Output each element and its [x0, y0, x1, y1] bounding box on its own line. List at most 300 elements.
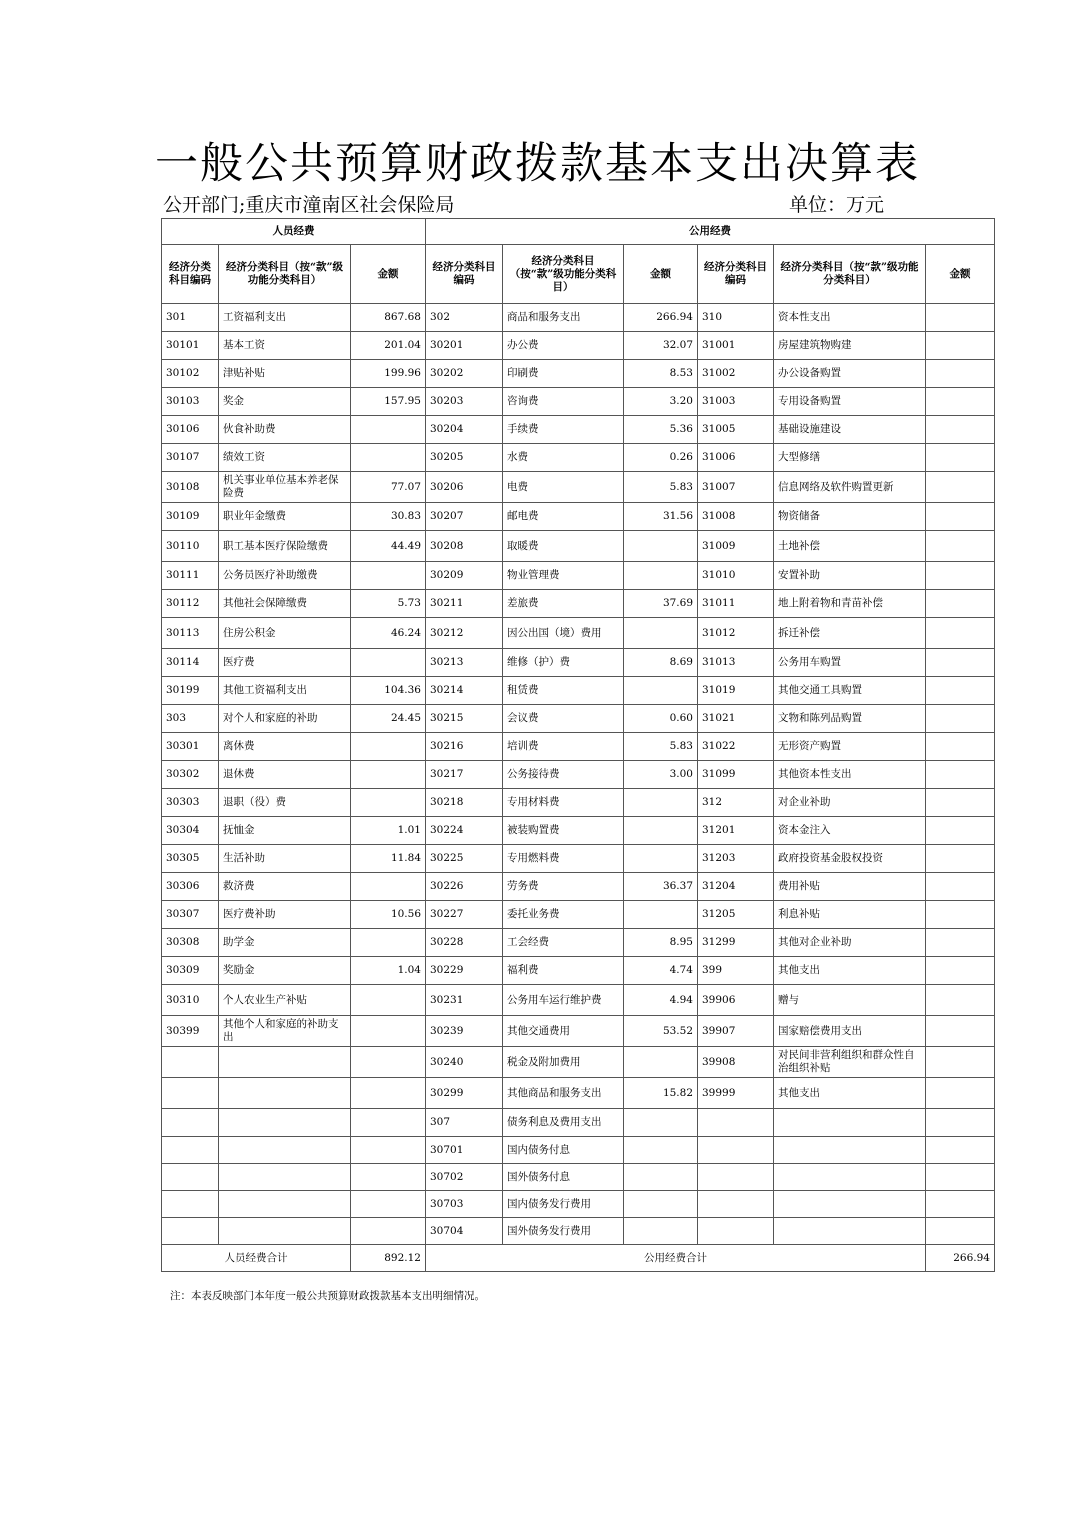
cell-public2-code: 31021 — [698, 705, 774, 733]
cell-public1-amount: 8.95 — [624, 929, 698, 957]
cell-public2-amount — [926, 789, 995, 817]
cell-public2-code: 39907 — [698, 1016, 774, 1047]
cell-public2-code: 39906 — [698, 985, 774, 1016]
cell-public1-code: 30229 — [426, 957, 503, 985]
footnote: 注：本表反映部门本年度一般公共预算财政拨款基本支出明细情况。 — [170, 1290, 485, 1302]
cell-public1-amount — [624, 789, 698, 817]
table-row — [162, 618, 995, 649]
cell-public1-name: 其他交通费用 — [503, 1016, 624, 1047]
cell-public1-code: 30701 — [426, 1137, 503, 1164]
cell-public2-code: 312 — [698, 789, 774, 817]
cell-public1-amount: 8.69 — [624, 649, 698, 677]
cell-personnel-amount — [351, 929, 426, 957]
personnel-total-label: 人员经费合计 — [162, 1245, 351, 1272]
cell-public2-code: 310 — [698, 304, 774, 332]
cell-personnel-amount: 157.95 — [351, 388, 426, 416]
cell-personnel-amount — [351, 733, 426, 761]
cell-personnel-code — [162, 1164, 219, 1191]
cell-public1-amount — [624, 1109, 698, 1137]
cell-personnel-amount: 1.01 — [351, 817, 426, 845]
table-row — [162, 388, 995, 416]
cell-personnel-code: 301 — [162, 304, 219, 332]
cell-public2-name: 利息补贴 — [774, 901, 926, 929]
cell-personnel-code: 30310 — [162, 985, 219, 1016]
cell-personnel-amount: 77.07 — [351, 472, 426, 503]
cell-personnel-name: 伙食补助费 — [219, 416, 351, 444]
cell-personnel-code: 30102 — [162, 360, 219, 388]
cell-personnel-code: 30309 — [162, 957, 219, 985]
cell-public2-name: 政府投资基金股权投资 — [774, 845, 926, 873]
cell-personnel-amount — [351, 1047, 426, 1078]
cell-public2-name: 大型修缮 — [774, 444, 926, 472]
cell-personnel-code: 30110 — [162, 531, 219, 562]
cell-public1-code: 30216 — [426, 733, 503, 761]
cell-public1-code: 30205 — [426, 444, 503, 472]
cell-personnel-code — [162, 1218, 219, 1245]
cell-public1-amount: 5.83 — [624, 733, 698, 761]
cell-public2-code: 31203 — [698, 845, 774, 873]
totals-row — [162, 1245, 995, 1272]
cell-public2-amount — [926, 1109, 995, 1137]
cell-personnel-code: 30308 — [162, 929, 219, 957]
cell-personnel-name: 公务员医疗补助缴费 — [219, 562, 351, 590]
unit-label: 单位：万元 — [789, 194, 885, 216]
cell-public2-name: 房屋建筑物购建 — [774, 332, 926, 360]
cell-personnel-name: 离休费 — [219, 733, 351, 761]
cell-public1-amount: 37.69 — [624, 590, 698, 618]
department-label: 公开部门;重庆市潼南区社会保险局 — [163, 194, 455, 216]
cell-personnel-name — [219, 1218, 351, 1245]
table-row — [162, 416, 995, 444]
cell-public2-code — [698, 1218, 774, 1245]
cell-personnel-code: 30109 — [162, 503, 219, 531]
cell-personnel-name — [219, 1109, 351, 1137]
cell-personnel-name — [219, 1191, 351, 1218]
cell-public1-amount — [624, 677, 698, 705]
cell-public1-amount — [624, 1218, 698, 1245]
cell-public2-code: 31201 — [698, 817, 774, 845]
cell-public2-code: 31012 — [698, 618, 774, 649]
cell-public1-code: 30239 — [426, 1016, 503, 1047]
cell-public1-code: 30218 — [426, 789, 503, 817]
cell-personnel-code: 30303 — [162, 789, 219, 817]
header-public1-code: 经济分类科目编码 — [426, 245, 503, 304]
cell-public2-amount — [926, 1078, 995, 1109]
cell-personnel-code: 30107 — [162, 444, 219, 472]
cell-public2-amount — [926, 705, 995, 733]
cell-personnel-code: 30305 — [162, 845, 219, 873]
cell-personnel-amount: 46.24 — [351, 618, 426, 649]
cell-public2-code — [698, 1109, 774, 1137]
cell-public1-code: 30206 — [426, 472, 503, 503]
cell-public2-amount — [926, 360, 995, 388]
cell-public1-amount: 0.26 — [624, 444, 698, 472]
cell-public2-name: 无形资产购置 — [774, 733, 926, 761]
cell-public2-amount — [926, 901, 995, 929]
cell-personnel-amount: 867.68 — [351, 304, 426, 332]
cell-personnel-amount — [351, 444, 426, 472]
cell-public2-code: 39908 — [698, 1047, 774, 1078]
cell-personnel-amount — [351, 1164, 426, 1191]
public-total-label: 公用经费合计 — [426, 1245, 926, 1272]
table-row — [162, 901, 995, 929]
cell-public1-name: 被装购置费 — [503, 817, 624, 845]
cell-personnel-name — [219, 1047, 351, 1078]
cell-public1-name: 税金及附加费用 — [503, 1047, 624, 1078]
cell-public2-name — [774, 1109, 926, 1137]
table-row — [162, 1047, 995, 1078]
cell-personnel-amount — [351, 416, 426, 444]
cell-personnel-amount: 30.83 — [351, 503, 426, 531]
cell-public1-amount — [624, 1191, 698, 1218]
cell-public2-name: 国家赔偿费用支出 — [774, 1016, 926, 1047]
cell-public2-code: 31010 — [698, 562, 774, 590]
cell-personnel-name: 医疗费 — [219, 649, 351, 677]
table-row — [162, 789, 995, 817]
table-row — [162, 1016, 995, 1047]
cell-public2-amount — [926, 590, 995, 618]
cell-public2-code — [698, 1137, 774, 1164]
header-public1-name: 经济分类科目（按“款”级功能分类科目） — [503, 245, 624, 304]
cell-public2-amount — [926, 503, 995, 531]
cell-personnel-code: 30199 — [162, 677, 219, 705]
cell-public2-name: 资本性支出 — [774, 304, 926, 332]
cell-public2-amount — [926, 1164, 995, 1191]
cell-public1-name: 水费 — [503, 444, 624, 472]
cell-public2-name: 其他交通工具购置 — [774, 677, 926, 705]
cell-personnel-name: 助学金 — [219, 929, 351, 957]
cell-personnel-amount: 104.36 — [351, 677, 426, 705]
cell-public2-code: 31011 — [698, 590, 774, 618]
cell-public1-amount: 5.36 — [624, 416, 698, 444]
cell-personnel-code: 30306 — [162, 873, 219, 901]
cell-public2-amount — [926, 304, 995, 332]
cell-public1-name: 电费 — [503, 472, 624, 503]
cell-public2-code: 31022 — [698, 733, 774, 761]
table-row — [162, 1164, 995, 1191]
cell-public1-code: 30203 — [426, 388, 503, 416]
cell-personnel-name: 奖励金 — [219, 957, 351, 985]
cell-public1-amount — [624, 1164, 698, 1191]
cell-public2-code: 399 — [698, 957, 774, 985]
cell-public2-name: 其他支出 — [774, 1078, 926, 1109]
cell-personnel-code: 30111 — [162, 562, 219, 590]
cell-public1-amount: 5.83 — [624, 472, 698, 503]
table-row — [162, 649, 995, 677]
cell-personnel-name: 职业年金缴费 — [219, 503, 351, 531]
cell-personnel-name: 住房公积金 — [219, 618, 351, 649]
cell-personnel-name — [219, 1078, 351, 1109]
cell-personnel-name: 救济费 — [219, 873, 351, 901]
cell-personnel-amount — [351, 1109, 426, 1137]
cell-public1-name: 办公费 — [503, 332, 624, 360]
cell-public1-code: 30215 — [426, 705, 503, 733]
header-public2-amount: 金额 — [926, 245, 995, 304]
table-row — [162, 360, 995, 388]
cell-public2-code: 31299 — [698, 929, 774, 957]
cell-public2-name: 费用补贴 — [774, 873, 926, 901]
table-row — [162, 1137, 995, 1164]
cell-public2-code: 31205 — [698, 901, 774, 929]
cell-personnel-code: 30112 — [162, 590, 219, 618]
cell-public2-name: 公务用车购置 — [774, 649, 926, 677]
table-row — [162, 472, 995, 503]
cell-public2-code — [698, 1164, 774, 1191]
cell-public2-code: 31099 — [698, 761, 774, 789]
cell-public1-name: 维修（护）费 — [503, 649, 624, 677]
cell-public2-amount — [926, 618, 995, 649]
cell-personnel-code — [162, 1137, 219, 1164]
cell-personnel-code: 30103 — [162, 388, 219, 416]
cell-public1-name: 公务接待费 — [503, 761, 624, 789]
cell-public1-code: 30225 — [426, 845, 503, 873]
cell-public2-amount — [926, 562, 995, 590]
cell-personnel-amount: 44.49 — [351, 531, 426, 562]
cell-public1-code: 30204 — [426, 416, 503, 444]
table-row — [162, 733, 995, 761]
cell-public1-name: 委托业务费 — [503, 901, 624, 929]
cell-public2-name: 赠与 — [774, 985, 926, 1016]
header-personnel-code: 经济分类科目编码 — [162, 245, 219, 304]
cell-personnel-amount — [351, 1078, 426, 1109]
cell-public1-name: 国外债务发行费用 — [503, 1218, 624, 1245]
cell-public1-code: 30704 — [426, 1218, 503, 1245]
cell-public2-amount — [926, 985, 995, 1016]
table-body — [162, 304, 995, 1245]
cell-personnel-name — [219, 1137, 351, 1164]
cell-public1-name: 公务用车运行维护费 — [503, 985, 624, 1016]
cell-public2-name: 其他支出 — [774, 957, 926, 985]
cell-public1-code: 30208 — [426, 531, 503, 562]
cell-public1-code: 30214 — [426, 677, 503, 705]
cell-public1-amount — [624, 562, 698, 590]
cell-public2-code: 31009 — [698, 531, 774, 562]
cell-public1-amount: 31.56 — [624, 503, 698, 531]
cell-personnel-amount — [351, 1218, 426, 1245]
cell-personnel-amount — [351, 1137, 426, 1164]
cell-public1-name: 专用燃料费 — [503, 845, 624, 873]
cell-personnel-code: 30114 — [162, 649, 219, 677]
cell-public1-name: 债务利息及费用支出 — [503, 1109, 624, 1137]
cell-public2-code: 39999 — [698, 1078, 774, 1109]
cell-public2-code: 31007 — [698, 472, 774, 503]
table-row — [162, 562, 995, 590]
cell-personnel-code: 30101 — [162, 332, 219, 360]
cell-public2-amount — [926, 531, 995, 562]
cell-public2-amount — [926, 957, 995, 985]
cell-public1-amount: 4.94 — [624, 985, 698, 1016]
table-row — [162, 761, 995, 789]
cell-public2-amount — [926, 1218, 995, 1245]
table-row — [162, 929, 995, 957]
cell-personnel-name: 医疗费补助 — [219, 901, 351, 929]
cell-personnel-amount — [351, 789, 426, 817]
cell-public2-name: 文物和陈列品购置 — [774, 705, 926, 733]
cell-personnel-name: 退休费 — [219, 761, 351, 789]
cell-public2-name: 办公设备购置 — [774, 360, 926, 388]
cell-public2-code: 31019 — [698, 677, 774, 705]
cell-personnel-name: 绩效工资 — [219, 444, 351, 472]
table-row — [162, 873, 995, 901]
group-header-personnel: 人员经费 — [162, 219, 426, 245]
cell-public2-code — [698, 1191, 774, 1218]
cell-personnel-code: 30301 — [162, 733, 219, 761]
cell-personnel-code — [162, 1109, 219, 1137]
cell-public1-amount: 8.53 — [624, 360, 698, 388]
cell-personnel-code — [162, 1078, 219, 1109]
cell-public2-name: 物资储备 — [774, 503, 926, 531]
cell-public1-amount: 266.94 — [624, 304, 698, 332]
cell-public2-name: 地上附着物和青苗补偿 — [774, 590, 926, 618]
cell-public2-name: 对民间非营利组织和群众性自治组织补贴 — [774, 1047, 926, 1078]
cell-public1-name: 国内债务发行费用 — [503, 1191, 624, 1218]
cell-public2-amount — [926, 733, 995, 761]
cell-public2-amount — [926, 332, 995, 360]
cell-public2-name: 信息网络及软件购置更新 — [774, 472, 926, 503]
cell-personnel-name: 工资福利支出 — [219, 304, 351, 332]
cell-public2-name: 其他对企业补助 — [774, 929, 926, 957]
cell-public2-code: 31006 — [698, 444, 774, 472]
cell-public1-amount: 32.07 — [624, 332, 698, 360]
cell-personnel-name: 对个人和家庭的补助 — [219, 705, 351, 733]
cell-personnel-code: 30302 — [162, 761, 219, 789]
cell-public2-amount — [926, 416, 995, 444]
cell-public1-name: 商品和服务支出 — [503, 304, 624, 332]
header-personnel-amount: 金额 — [351, 245, 426, 304]
cell-public1-name: 其他商品和服务支出 — [503, 1078, 624, 1109]
cell-public2-name — [774, 1191, 926, 1218]
cell-public1-amount: 53.52 — [624, 1016, 698, 1047]
cell-public2-name — [774, 1137, 926, 1164]
header-public2-code: 经济分类科目编码 — [698, 245, 774, 304]
cell-public2-name — [774, 1164, 926, 1191]
cell-personnel-name: 奖金 — [219, 388, 351, 416]
cell-personnel-amount — [351, 761, 426, 789]
cell-personnel-amount — [351, 873, 426, 901]
cell-public1-amount — [624, 845, 698, 873]
table-row — [162, 1191, 995, 1218]
cell-public1-code: 30212 — [426, 618, 503, 649]
cell-personnel-name: 退职（役）费 — [219, 789, 351, 817]
cell-public2-amount — [926, 873, 995, 901]
cell-public2-code: 31003 — [698, 388, 774, 416]
cell-public2-amount — [926, 444, 995, 472]
table-row — [162, 503, 995, 531]
cell-personnel-amount — [351, 1191, 426, 1218]
cell-public2-code: 31013 — [698, 649, 774, 677]
cell-public2-name: 专用设备购置 — [774, 388, 926, 416]
cell-public1-amount: 0.60 — [624, 705, 698, 733]
cell-public1-amount — [624, 901, 698, 929]
cell-public1-amount: 15.82 — [624, 1078, 698, 1109]
cell-public1-name: 差旅费 — [503, 590, 624, 618]
cell-personnel-name — [219, 1164, 351, 1191]
cell-personnel-code: 30304 — [162, 817, 219, 845]
cell-public1-amount: 3.20 — [624, 388, 698, 416]
cell-public2-name: 其他资本性支出 — [774, 761, 926, 789]
cell-personnel-name: 生活补助 — [219, 845, 351, 873]
table-row — [162, 1218, 995, 1245]
cell-public1-name: 会议费 — [503, 705, 624, 733]
cell-public1-amount: 3.00 — [624, 761, 698, 789]
table-row — [162, 531, 995, 562]
cell-personnel-amount: 10.56 — [351, 901, 426, 929]
cell-public2-amount — [926, 1191, 995, 1218]
cell-public2-amount — [926, 845, 995, 873]
cell-personnel-code — [162, 1191, 219, 1218]
cell-public2-amount — [926, 677, 995, 705]
cell-personnel-name: 津贴补贴 — [219, 360, 351, 388]
page-title: 一般公共预算财政拨款基本支出决算表 — [155, 139, 920, 189]
cell-personnel-name: 机关事业单位基本养老保险费 — [219, 472, 351, 503]
cell-public2-amount — [926, 761, 995, 789]
cell-public1-code: 302 — [426, 304, 503, 332]
table-row — [162, 1078, 995, 1109]
cell-personnel-name: 基本工资 — [219, 332, 351, 360]
header-public1-amount: 金额 — [624, 245, 698, 304]
cell-personnel-amount: 5.73 — [351, 590, 426, 618]
public-total-value: 266.94 — [926, 1245, 995, 1272]
cell-public1-code: 30227 — [426, 901, 503, 929]
cell-public1-code: 30702 — [426, 1164, 503, 1191]
cell-public1-code: 30703 — [426, 1191, 503, 1218]
cell-personnel-code: 30113 — [162, 618, 219, 649]
table-row — [162, 705, 995, 733]
cell-public2-name: 安置补助 — [774, 562, 926, 590]
table-row — [162, 444, 995, 472]
cell-public2-amount — [926, 649, 995, 677]
cell-public1-code: 30211 — [426, 590, 503, 618]
cell-personnel-amount: 199.96 — [351, 360, 426, 388]
cell-public1-code: 30226 — [426, 873, 503, 901]
cell-public1-name: 专用材料费 — [503, 789, 624, 817]
cell-public1-name: 国外债务付息 — [503, 1164, 624, 1191]
cell-public1-amount — [624, 618, 698, 649]
cell-personnel-code: 303 — [162, 705, 219, 733]
cell-public2-code: 31001 — [698, 332, 774, 360]
cell-public1-name: 手续费 — [503, 416, 624, 444]
table-row — [162, 957, 995, 985]
cell-personnel-name: 其他个人和家庭的补助支出 — [219, 1016, 351, 1047]
table-row — [162, 304, 995, 332]
cell-public1-code: 30202 — [426, 360, 503, 388]
cell-public2-amount — [926, 817, 995, 845]
cell-public2-name — [774, 1218, 926, 1245]
table-row — [162, 985, 995, 1016]
cell-personnel-amount — [351, 985, 426, 1016]
cell-personnel-code: 30399 — [162, 1016, 219, 1047]
cell-public2-name: 拆迁补偿 — [774, 618, 926, 649]
cell-public1-code: 30201 — [426, 332, 503, 360]
table-row — [162, 845, 995, 873]
cell-public2-code: 31002 — [698, 360, 774, 388]
cell-public2-name: 基础设施建设 — [774, 416, 926, 444]
cell-personnel-code — [162, 1047, 219, 1078]
cell-public1-amount: 36.37 — [624, 873, 698, 901]
cell-public1-name: 取暖费 — [503, 531, 624, 562]
cell-personnel-name: 职工基本医疗保险缴费 — [219, 531, 351, 562]
cell-public2-amount — [926, 1047, 995, 1078]
cell-public1-code: 30231 — [426, 985, 503, 1016]
cell-personnel-code: 30106 — [162, 416, 219, 444]
cell-public1-amount — [624, 531, 698, 562]
cell-personnel-amount: 24.45 — [351, 705, 426, 733]
cell-personnel-code: 30108 — [162, 472, 219, 503]
budget-table — [161, 218, 995, 1272]
cell-personnel-name: 其他工资福利支出 — [219, 677, 351, 705]
group-header-public: 公用经费 — [426, 219, 995, 245]
cell-personnel-name: 其他社会保障缴费 — [219, 590, 351, 618]
